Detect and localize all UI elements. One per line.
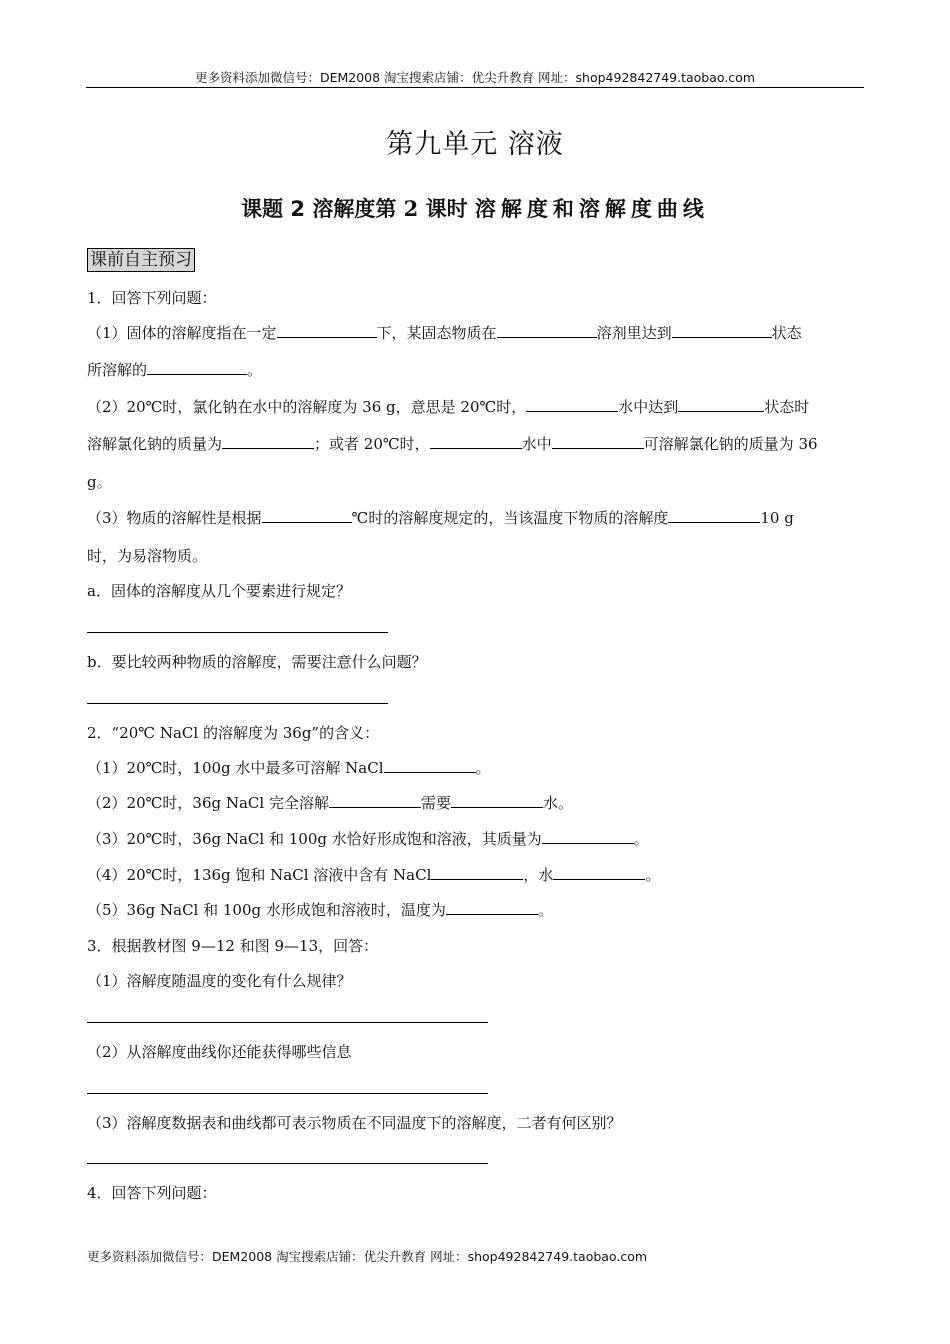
unit-title: 第九单元 溶液	[386, 129, 564, 160]
q1-p3-line2: 时，为易溶物质。	[87, 547, 208, 565]
q3-heading: 3．根据教材图 9—12 和图 9—13，回答：	[87, 937, 379, 955]
q1-heading: 1．回答下列问题：	[87, 289, 217, 307]
answer-blank[interactable]	[222, 434, 314, 449]
answer-blank[interactable]	[147, 360, 247, 375]
page-header: 更多资料添加微信号：DEM2008 淘宝搜索店铺：优尖升教育 网址：shop492842749.taobao.com	[194, 70, 756, 85]
answer-blank[interactable]	[553, 865, 645, 880]
q3-item-2: （2）从溶解度曲线你还能获得哪些信息	[87, 1043, 352, 1061]
answer-blank[interactable]	[552, 434, 644, 449]
q1-p1-line1: （1）固体的溶解度指在一定 下，某固态物质在 溶剂里达到 状态	[87, 324, 802, 342]
q4-heading: 4．回答下列问题：	[87, 1184, 217, 1202]
answer-blank[interactable]	[497, 323, 597, 338]
answer-blank[interactable]	[262, 508, 352, 523]
answer-blank[interactable]	[668, 508, 760, 523]
q2-item-2: （2）20℃时，36g NaCl 完全溶解 需要 水。	[87, 794, 574, 812]
page-footer: 更多资料添加微信号：DEM2008 淘宝搜索店铺：优尖升教育 网址：shop492842749.taobao.com	[87, 1249, 648, 1264]
answer-line[interactable]	[87, 703, 388, 704]
answer-blank[interactable]	[277, 323, 377, 338]
q3-item-1: （1）溶解度随温度的变化有什么规律？	[87, 972, 352, 990]
answer-blank[interactable]	[526, 397, 618, 412]
answer-line[interactable]	[87, 1093, 488, 1094]
q2-item-1: （1）20℃时，100g 水中最多可溶解 NaCl 。	[87, 759, 491, 777]
q2-item-5: （5）36g NaCl 和 100g 水形成饱和溶液时，温度为 。	[87, 901, 553, 919]
answer-line[interactable]	[87, 1022, 488, 1023]
q2-heading: 2．“20℃ NaCl 的溶解度为 36g”的含义：	[87, 724, 380, 742]
q1-p1-line2: 所溶解的 。	[87, 361, 263, 379]
answer-line[interactable]	[87, 1163, 488, 1164]
q1-p2-line1: （2）20℃时，氯化钠在水中的溶解度为 36 g，意思是 20℃时， 水中达到 状态时	[87, 398, 810, 416]
answer-blank[interactable]	[384, 758, 476, 773]
q2-item-3: （3）20℃时，36g NaCl 和 100g 水恰好形成饱和溶液，其质量为 。	[87, 830, 649, 848]
q1-p3-line1: （3）物质的溶解性是根据 ℃时的溶解度规定的，当该温度下物质的溶解度 10 g	[87, 509, 794, 527]
subtitle-topic: 课题 2 溶解度	[241, 197, 376, 221]
answer-blank[interactable]	[542, 829, 634, 844]
answer-blank[interactable]	[672, 323, 772, 338]
subtitle-name: 溶解度和溶解度曲线	[474, 196, 709, 221]
q1-sub-b: b．要比较两种物质的溶解度，需要注意什么问题？	[87, 653, 427, 671]
answer-blank[interactable]	[678, 397, 764, 412]
q2-item-4: （4）20℃时，136g 饱和 NaCl 溶液中含有 NaCl ，水 。	[87, 866, 661, 884]
q3-item-3: （3）溶解度数据表和曲线都可表示物质在不同温度下的溶解度，二者有何区别？	[87, 1114, 622, 1132]
answer-blank[interactable]	[329, 793, 421, 808]
answer-blank[interactable]	[431, 865, 523, 880]
lesson-subtitle	[86, 193, 864, 223]
header-rule	[86, 87, 864, 88]
answer-blank[interactable]	[430, 434, 522, 449]
answer-blank[interactable]	[446, 900, 538, 915]
subtitle-period: 第 2 课时	[375, 196, 475, 221]
q1-sub-a: a．固体的溶解度从几个要素进行规定？	[87, 582, 351, 600]
q1-p2-line3: g。	[87, 473, 112, 491]
answer-blank[interactable]	[451, 793, 543, 808]
q1-p2-line2: 溶解氯化钠的质量为 ；或者 20℃时， 水中 可溶解氯化钠的质量为 36	[87, 435, 818, 453]
section-label: 课前自主预习	[87, 248, 195, 272]
answer-line[interactable]	[87, 632, 388, 633]
